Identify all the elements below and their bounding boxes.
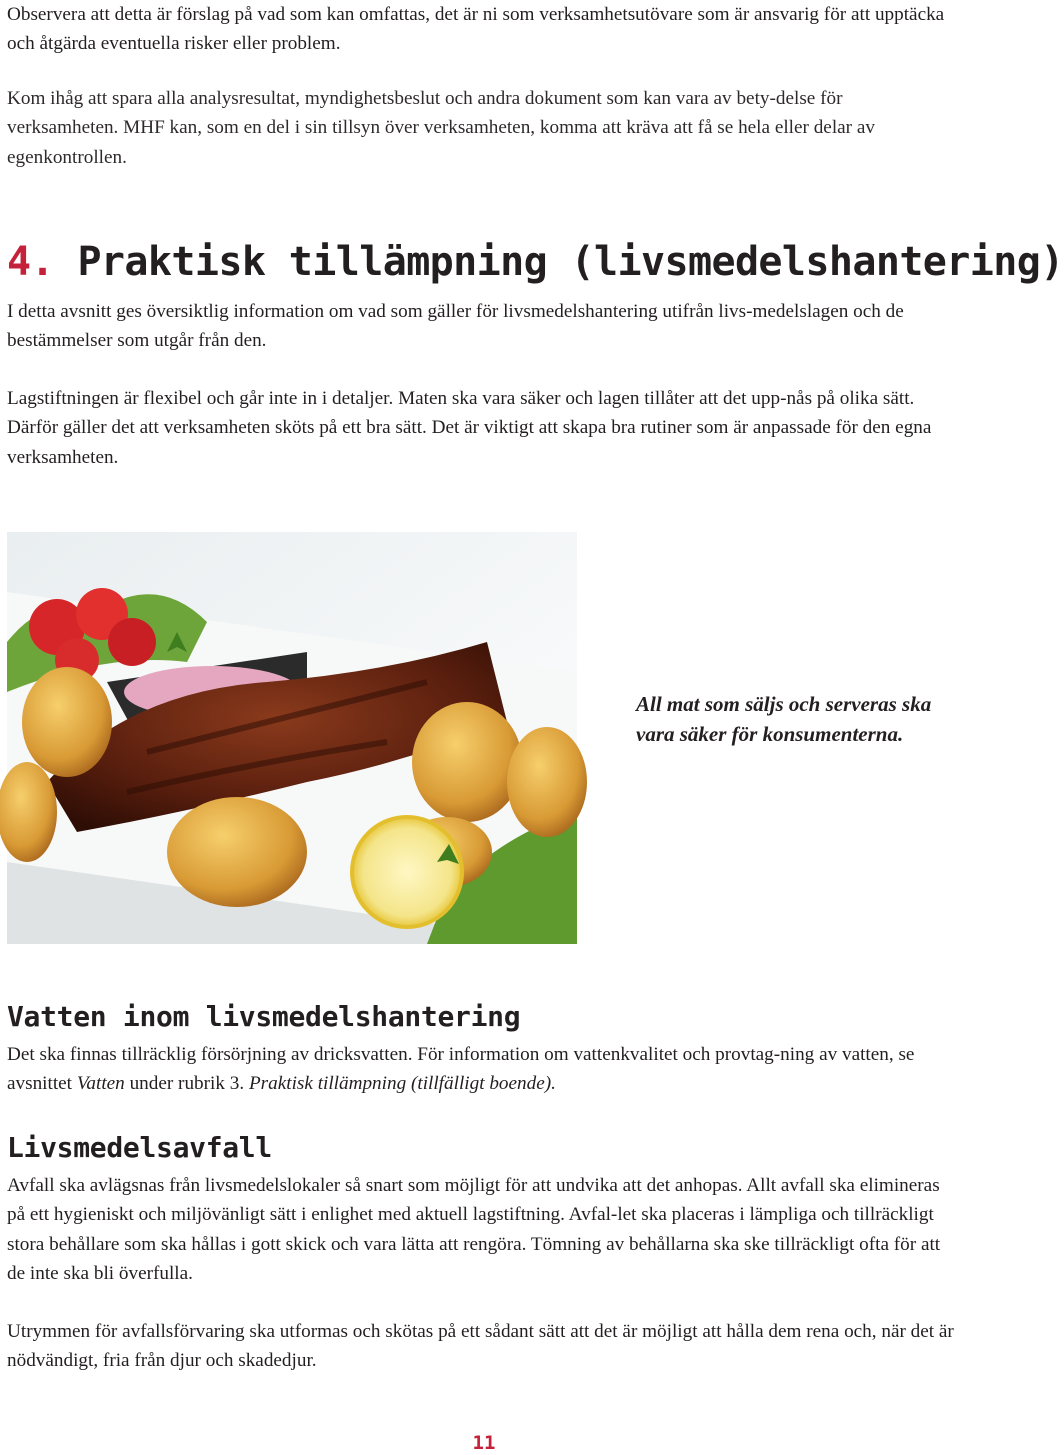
vatten-text-italic: Vatten — [76, 1073, 125, 1095]
avfall-paragraph-1: Avfall ska avlägsnas från livsmedelslokaler så snart som möjligt för att undvika att det anhopas. Allt avfall ska elimineras på ett hygieniskt och miljövänligt sätt i enlighet med aktuell lagstiftning. Avfal-let ska placeras i lämpliga och tillräckligt stora behållare som ska hållas i gott skick och vara lätta att rengöra. Tömning av behållarna ska ske tillräckligt ofta för att de inte ska bli överfulla. — [7, 1175, 941, 1285]
food-photo-illustration — [7, 532, 577, 944]
intro-paragraph-2: Kom ihåg att spara alla analysresultat, myndighetsbeslut och andra dokument som kan vara av bety-delse för verksamheten. MHF kan, som en del i sin tillsyn över verksamheten, komma att kräva att få se hela eller delar av egenkontrollen. — [7, 88, 875, 168]
vatten-heading: Vatten inom livsmedelshantering — [7, 1000, 521, 1033]
section-heading — [7, 232, 1064, 292]
vatten-text-a: Det ska finnas tillräcklig försörjning av dricksvatten. För information om vattenkvalitet och provtag-ning av vatten, se avsnittet — [7, 1044, 915, 1095]
food-photo — [7, 532, 577, 944]
intro-paragraph-1: Observera att detta är förslag på vad som kan omfattas, det är ni som verksamhetsutövare som är ansvarig för att upptäcka och åtgärda eventuella risker eller problem. — [7, 4, 945, 55]
vatten-paragraph — [7, 1040, 957, 1099]
avfall-heading: Livsmedelsavfall — [7, 1131, 272, 1164]
vatten-text-b: under rubrik 3. — [124, 1073, 249, 1095]
figure-caption: All mat som säljs och serveras ska vara säker för konsumenterna. — [636, 692, 932, 746]
section-paragraph-1: I detta avsnitt ges översiktlig information om vad som gäller för livsmedelshantering utifrån livs-medelslagen och de bestämmelser som utgår från den. — [7, 301, 904, 352]
avfall-paragraph-2: Utrymmen för avfallsförvaring ska utformas och skötas på ett sådant sätt att det är möjligt att hålla dem rena och, när det är nödvändigt, fria från djur och skadedjur. — [7, 1321, 954, 1372]
section-number: 4. — [7, 239, 54, 285]
page-number: 11 — [472, 1432, 496, 1454]
section-title: Praktisk tillämpning (livsmedelshantering) — [77, 239, 1064, 285]
vatten-text-italic-2: Praktisk tillämpning (tillfälligt boende). — [248, 1073, 556, 1095]
section-paragraph-2: Lagstiftningen är flexibel och går inte in i detaljer. Maten ska vara säker och lagen tillåter att det upp-nås på olika sätt. Därför gäller det att verksamheten sköts på ett bra sätt. Det är viktigt att skapa bra rutiner som är anpassade för den egna verksamheten. — [7, 388, 932, 468]
